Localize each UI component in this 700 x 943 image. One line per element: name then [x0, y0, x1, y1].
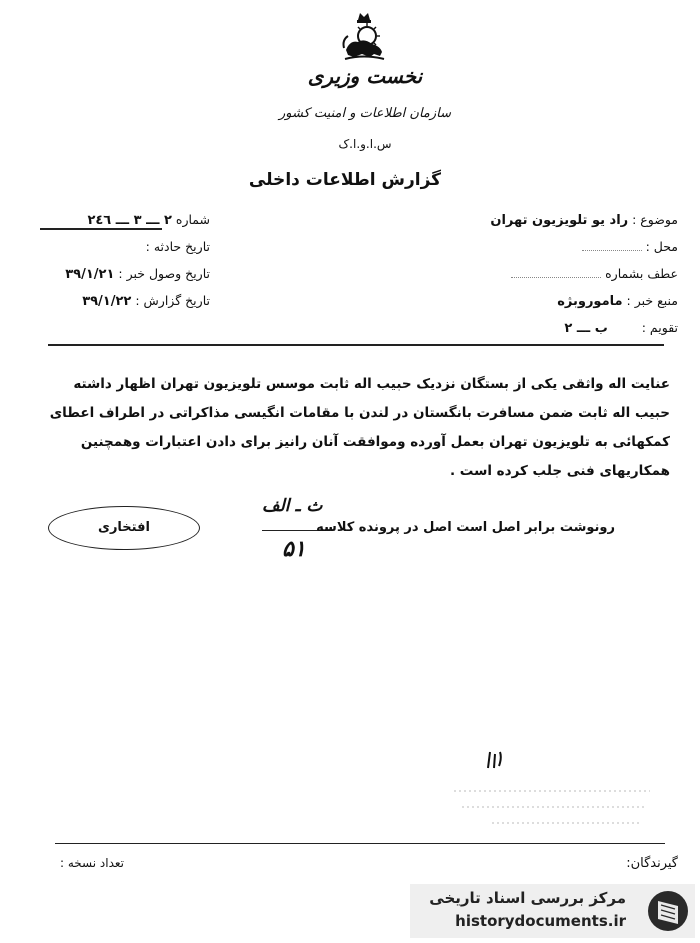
grade-field	[564, 320, 678, 336]
footer-divider	[55, 843, 665, 844]
watermark-name: مرکز بررسی اسناد تاریخی	[429, 889, 626, 907]
grade-value: ب ـــ ۲	[564, 321, 608, 336]
number-field	[87, 212, 210, 228]
grade-label: تقویم :	[641, 320, 678, 335]
receive-date-field	[65, 266, 210, 282]
reference-label: عطف بشماره	[605, 266, 678, 281]
organization-abbreviation: س.ا.و.ا.ک	[338, 137, 392, 151]
stamp-text: افتخاری	[98, 520, 150, 535]
watermark-url: historydocuments.ir	[455, 912, 626, 930]
report-date-value: ۳۹/۱/۲۲	[82, 294, 132, 309]
place-blank	[582, 240, 642, 251]
document-title: گزارش اطلاعات داخلی	[248, 170, 442, 190]
subject-field	[490, 212, 678, 228]
report-date-field	[82, 293, 210, 309]
subject-label: موضوع :	[632, 212, 678, 227]
event-date-field	[146, 239, 210, 254]
report-date-label: تاریخ گزارش :	[135, 293, 210, 308]
receive-date-value: ۳۹/۱/۲۱	[65, 267, 115, 282]
organization-heading: سازمان اطلاعات و امنیت کشور	[278, 106, 452, 121]
office-heading: نخست وزیری	[307, 64, 423, 88]
body-line-1: عنایت اله واثقی یکی از بستگان نزدیک حبیب اله ثابت موسس تلویزیون تهران اظهار داشته	[73, 376, 670, 392]
body-line-2: حبیب اله ثابت ضمن مسافرت بانگستان در لندن با مقامات انگیسی مذاکراتی در اطراف اعطای	[49, 405, 670, 421]
handwritten-file-number: ۵۱	[282, 536, 306, 562]
erased-signature-area	[452, 783, 652, 835]
report-body	[20, 370, 670, 486]
number-label: شماره	[175, 212, 210, 227]
reference-blank	[511, 267, 601, 278]
copies-count-label: تعداد نسخه :	[60, 856, 125, 870]
copy-note: رونوشت برابر اصل است اصل در پرونده کلاسه	[316, 520, 615, 535]
lion-and-sun-emblem-icon	[340, 10, 388, 62]
place-field	[582, 239, 678, 254]
body-line-3: کمکهائی به تلویزیون تهران بعمل آورده وموافقت آنان رانیز برای دادن اعتبارات وهمچنین	[80, 434, 670, 450]
event-date-label: تاریخ حادثه :	[145, 239, 210, 254]
number-underline	[40, 228, 162, 230]
handwritten-mark-icon	[485, 748, 505, 770]
source-label: منبع خبر :	[626, 293, 678, 308]
ellipse-stamp	[48, 506, 200, 550]
header-divider	[48, 344, 664, 346]
subject-value: راد یو تلویزیون تهران	[490, 213, 629, 228]
body-line-4: همکاریهای فنی جلب کرده است .	[449, 463, 670, 479]
reference-field	[511, 266, 678, 281]
source-field	[557, 293, 678, 309]
recipients-label: گیرندگان:	[626, 856, 678, 871]
handwritten-file-code: ث ـ الف	[262, 496, 323, 516]
number-value: ۲ ـــ ۳ ـــ ۲٤٦	[87, 213, 172, 228]
place-label: محل :	[645, 239, 678, 254]
receive-date-label: تاریخ وصول خبر :	[118, 266, 210, 281]
source-value: ماموروبژه	[557, 294, 623, 309]
